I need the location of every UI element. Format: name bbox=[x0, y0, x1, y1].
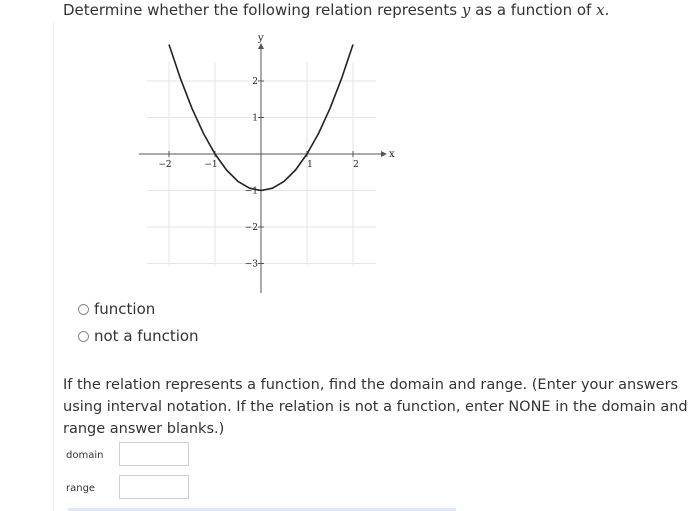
choice-function[interactable] bbox=[78, 299, 199, 319]
choice-function-label: function bbox=[94, 300, 156, 318]
choice-not-a-function[interactable] bbox=[78, 326, 199, 346]
x-tick-label: −1 bbox=[204, 160, 218, 170]
instructions-text: If the relation represents a function, find the domain and range. (Enter your answers using interval notation. If the relation is not a function, enter NONE in the domain and range answer blanks.) bbox=[63, 377, 688, 437]
y-axis-label: y bbox=[258, 33, 264, 44]
y-tick-label: 1 bbox=[252, 113, 258, 124]
x-tick-label: 1 bbox=[307, 160, 313, 170]
x-tick-label: −2 bbox=[158, 160, 172, 170]
x-axis-label: x bbox=[389, 149, 395, 160]
radio-function[interactable] bbox=[78, 304, 89, 315]
x-tick-label: 2 bbox=[353, 160, 359, 170]
y-tick-label: −2 bbox=[244, 223, 258, 233]
x-axis-arrow bbox=[381, 151, 387, 157]
var-x: x bbox=[596, 1, 605, 19]
range-input[interactable] bbox=[119, 475, 189, 499]
y-tick-label: 2 bbox=[252, 77, 258, 87]
var-y: y bbox=[461, 1, 471, 19]
y-tick-label: −3 bbox=[244, 259, 258, 270]
radio-not-a-function[interactable] bbox=[78, 331, 89, 342]
choice-not-a-function-label: not a function bbox=[94, 327, 199, 345]
answer-choices bbox=[78, 299, 199, 353]
domain-label: domain bbox=[66, 450, 104, 461]
domain-input[interactable] bbox=[119, 442, 189, 466]
question-text: Determine whether the following relation represents y as a function of x. bbox=[63, 1, 610, 19]
y-tick-label: −1 bbox=[244, 186, 258, 197]
range-label: range bbox=[66, 483, 96, 494]
